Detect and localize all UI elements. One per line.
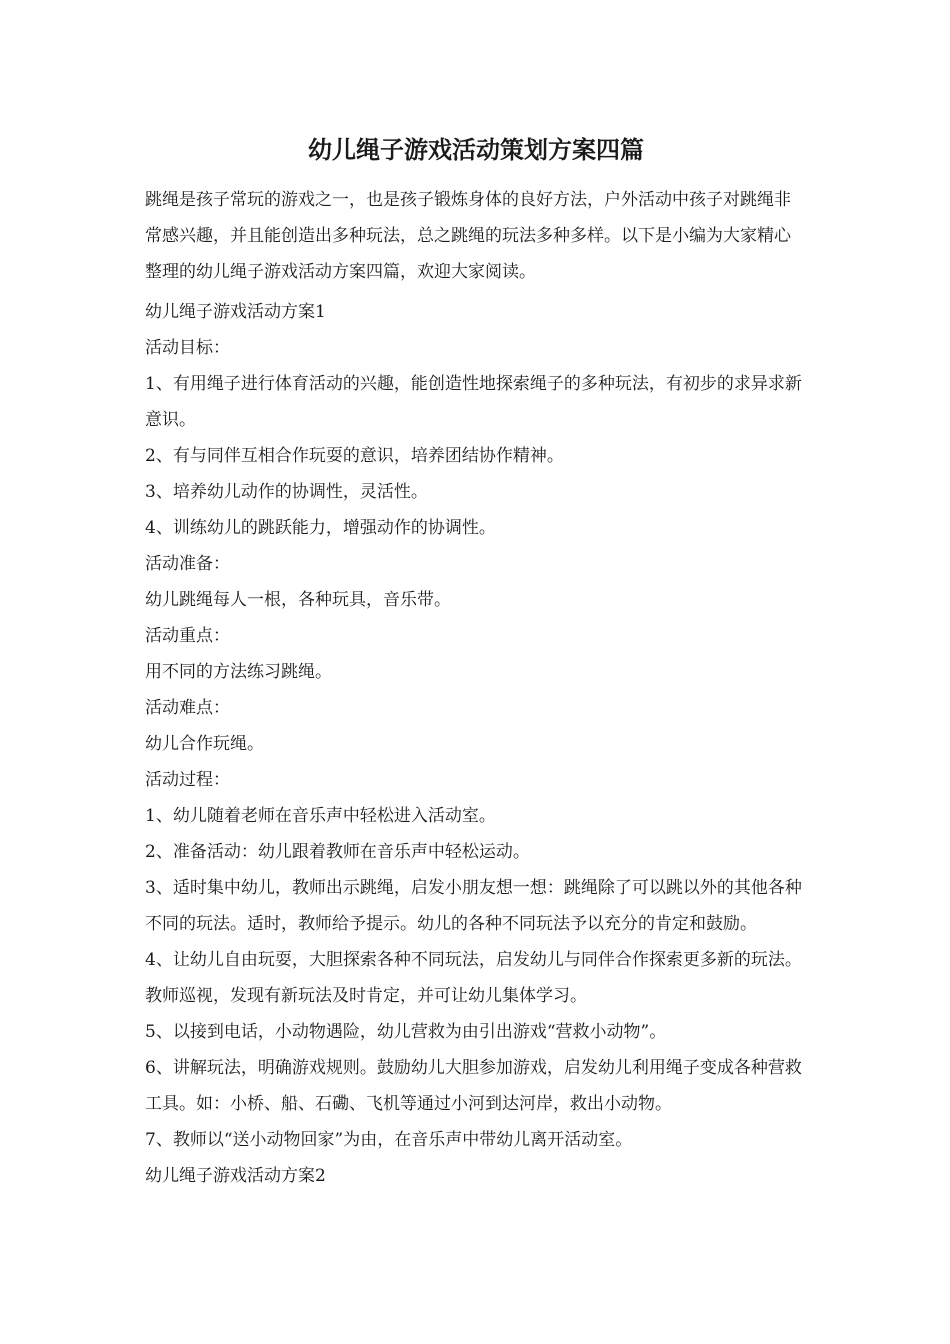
intro-paragraph: 跳绳是孩子常玩的游戏之一，也是孩子锻炼身体的良好方法，户外活动中孩子对跳绳非常感兴趣，并且能创造出多种玩法，总之跳绳的玩法多种多样。以下是小编为大家精心整理的幼儿绳子游戏活动方案四篇，欢迎大家阅读。 xyxy=(145,190,791,282)
process-step-7: 7、教师以“送小动物回家”为由，在音乐声中带幼儿离开活动室。 xyxy=(145,1130,633,1150)
goal-item-2: 2、有与同伴互相合作玩耍的意识，培养团结协作精神。 xyxy=(145,446,564,466)
process-step-2: 2、准备活动：幼儿跟着教师在音乐声中轻松运动。 xyxy=(145,842,530,862)
plan-2-heading: 幼儿绳子游戏活动方案2 xyxy=(145,1166,326,1186)
goal-item-3: 3、培养幼儿动作的协调性，灵活性。 xyxy=(145,482,428,502)
goal-item-4: 4、训练幼儿的跳跃能力，增强动作的协调性。 xyxy=(145,518,496,538)
difficulty-label: 活动难点： xyxy=(145,698,230,718)
process-step-5: 5、以接到电话，小动物遇险，幼儿营救为由引出游戏“营救小动物”。 xyxy=(145,1022,667,1042)
process-step-3: 3、适时集中幼儿，教师出示跳绳，启发小朋友想一想：跳绳除了可以跳以外的其他各种不同的玩法。适时，教师给予提示。幼儿的各种不同玩法予以充分的肯定和鼓励。 xyxy=(145,878,802,934)
goal-item-1: 1、有用绳子进行体育活动的兴趣，能创造性地探索绳子的多种玩法，有初步的求异求新意识。 xyxy=(145,374,802,430)
process-step-4: 4、让幼儿自由玩耍，大胆探索各种不同玩法，启发幼儿与同伴合作探索更多新的玩法。教师巡视，发现有新玩法及时肯定，并可让幼儿集体学习。 xyxy=(145,950,802,1006)
key-point-label: 活动重点： xyxy=(145,626,230,646)
document-title: 幼儿绳子游戏活动策划方案四篇 xyxy=(308,135,644,164)
process-label: 活动过程： xyxy=(145,770,230,790)
prep-label: 活动准备： xyxy=(145,554,230,574)
plan-1-section xyxy=(145,294,807,1194)
goals-label: 活动目标： xyxy=(145,338,230,358)
process-step-6: 6、讲解玩法，明确游戏规则。鼓励幼儿大胆参加游戏，启发幼儿利用绳子变成各种营救工具。如：小桥、船、石磡、飞机等通过小河到达河岸，救出小动物。 xyxy=(145,1058,802,1114)
prep-text: 幼儿跳绳每人一根，各种玩具，音乐带。 xyxy=(145,590,451,610)
process-step-1: 1、幼儿随着老师在音乐声中轻松进入活动室。 xyxy=(145,806,496,826)
difficulty-text: 幼儿合作玩绳。 xyxy=(145,734,264,754)
key-point-text: 用不同的方法练习跳绳。 xyxy=(145,662,332,682)
plan-1-heading: 幼儿绳子游戏活动方案1 xyxy=(145,302,326,322)
